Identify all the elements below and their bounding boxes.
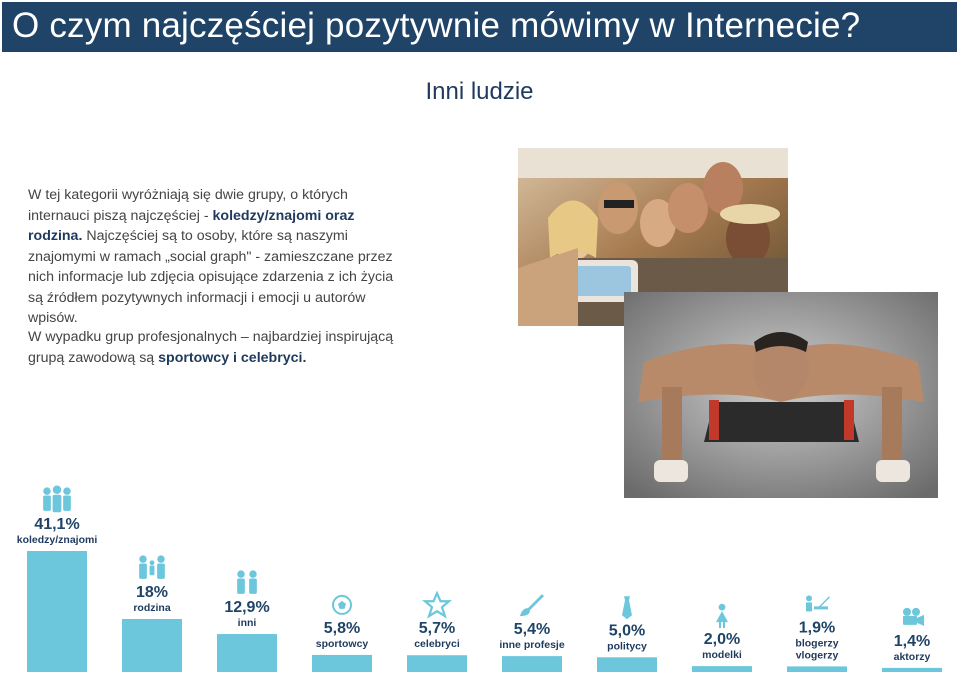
tie-icon bbox=[622, 596, 632, 619]
category-label: sportowcy bbox=[315, 637, 369, 650]
bar-koledzy-znajomi bbox=[27, 551, 87, 672]
blogger-icon bbox=[806, 595, 830, 611]
family-icon bbox=[139, 555, 165, 579]
category-label: politycy bbox=[607, 640, 647, 653]
value-label: 5,0% bbox=[608, 622, 646, 640]
movie-camera-icon bbox=[903, 608, 924, 626]
page-title: O czym najczęściej pozytywnie mówimy w Internecie? bbox=[12, 6, 861, 45]
athlete-pushup-photo bbox=[624, 292, 938, 498]
category-label: aktorzy bbox=[893, 650, 931, 663]
value-label: 2,0% bbox=[703, 631, 741, 649]
value-label: 5,4% bbox=[513, 621, 551, 639]
bar-celebryci bbox=[407, 655, 467, 672]
category-label: blogerzy bbox=[795, 637, 839, 650]
value-label: 1,9% bbox=[798, 619, 836, 637]
section-subtitle: Inni ludzie bbox=[425, 78, 534, 105]
value-label: 12,9% bbox=[224, 599, 270, 617]
category-label: koledzy/znajomi bbox=[16, 534, 98, 546]
category-label: inne profesje bbox=[499, 639, 565, 652]
bar-rodzina bbox=[122, 619, 182, 672]
bar-politycy bbox=[597, 657, 657, 672]
value-label: 5,8% bbox=[323, 619, 361, 637]
woman-icon bbox=[716, 604, 728, 628]
category-label: vlogerzy bbox=[795, 649, 839, 662]
intro-paragraph-2 bbox=[28, 327, 408, 368]
bar-aktorzy bbox=[882, 668, 942, 672]
bar-sportowcy bbox=[312, 655, 372, 672]
value-label: 5,7% bbox=[418, 620, 456, 638]
bar-modelki bbox=[692, 666, 752, 672]
intro-highlight-1: koledzy/znajomi oraz rodzina. bbox=[28, 207, 355, 244]
group-icon bbox=[43, 486, 71, 513]
soccer-ball-icon bbox=[333, 596, 351, 614]
intro-paragraph-1 bbox=[28, 185, 408, 329]
bar-inni bbox=[217, 634, 277, 672]
star-person-icon bbox=[425, 593, 449, 616]
value-label: 1,4% bbox=[893, 632, 931, 650]
value-label: 18% bbox=[135, 584, 169, 602]
intro-text-2a: W wypadku grup profesjonalnych – najbardziej inspirującą grupą zawodową są bbox=[28, 329, 394, 366]
title-banner bbox=[2, 2, 957, 52]
people-icon bbox=[237, 570, 257, 594]
intro-highlight-2: sportowcy i celebryci. bbox=[158, 349, 307, 366]
value-label: 41,1% bbox=[34, 516, 80, 533]
bar-inne-profesje bbox=[502, 656, 562, 672]
intro-text-1c: Najczęściej są to osoby, które są naszymi znajomymi w ramach „social graph" - zamieszczane przez nich informacje lub zdjęcia opisujące zdarzenia z ich życia są źródłem pozytywnych informacji i emocji u autorów wpisów. bbox=[28, 228, 394, 326]
category-label: modelki bbox=[702, 649, 742, 662]
category-label: celebryci bbox=[414, 638, 460, 651]
brush-icon bbox=[520, 594, 544, 616]
bar-blogerzy-vlogerzy bbox=[787, 666, 847, 672]
intro-text-1a: W tej kategorii wyróżniają się dwie grupy, o których internauci piszą najczęściej - bbox=[28, 187, 348, 224]
category-label: rodzina bbox=[133, 602, 171, 615]
category-label: inni bbox=[237, 617, 257, 630]
